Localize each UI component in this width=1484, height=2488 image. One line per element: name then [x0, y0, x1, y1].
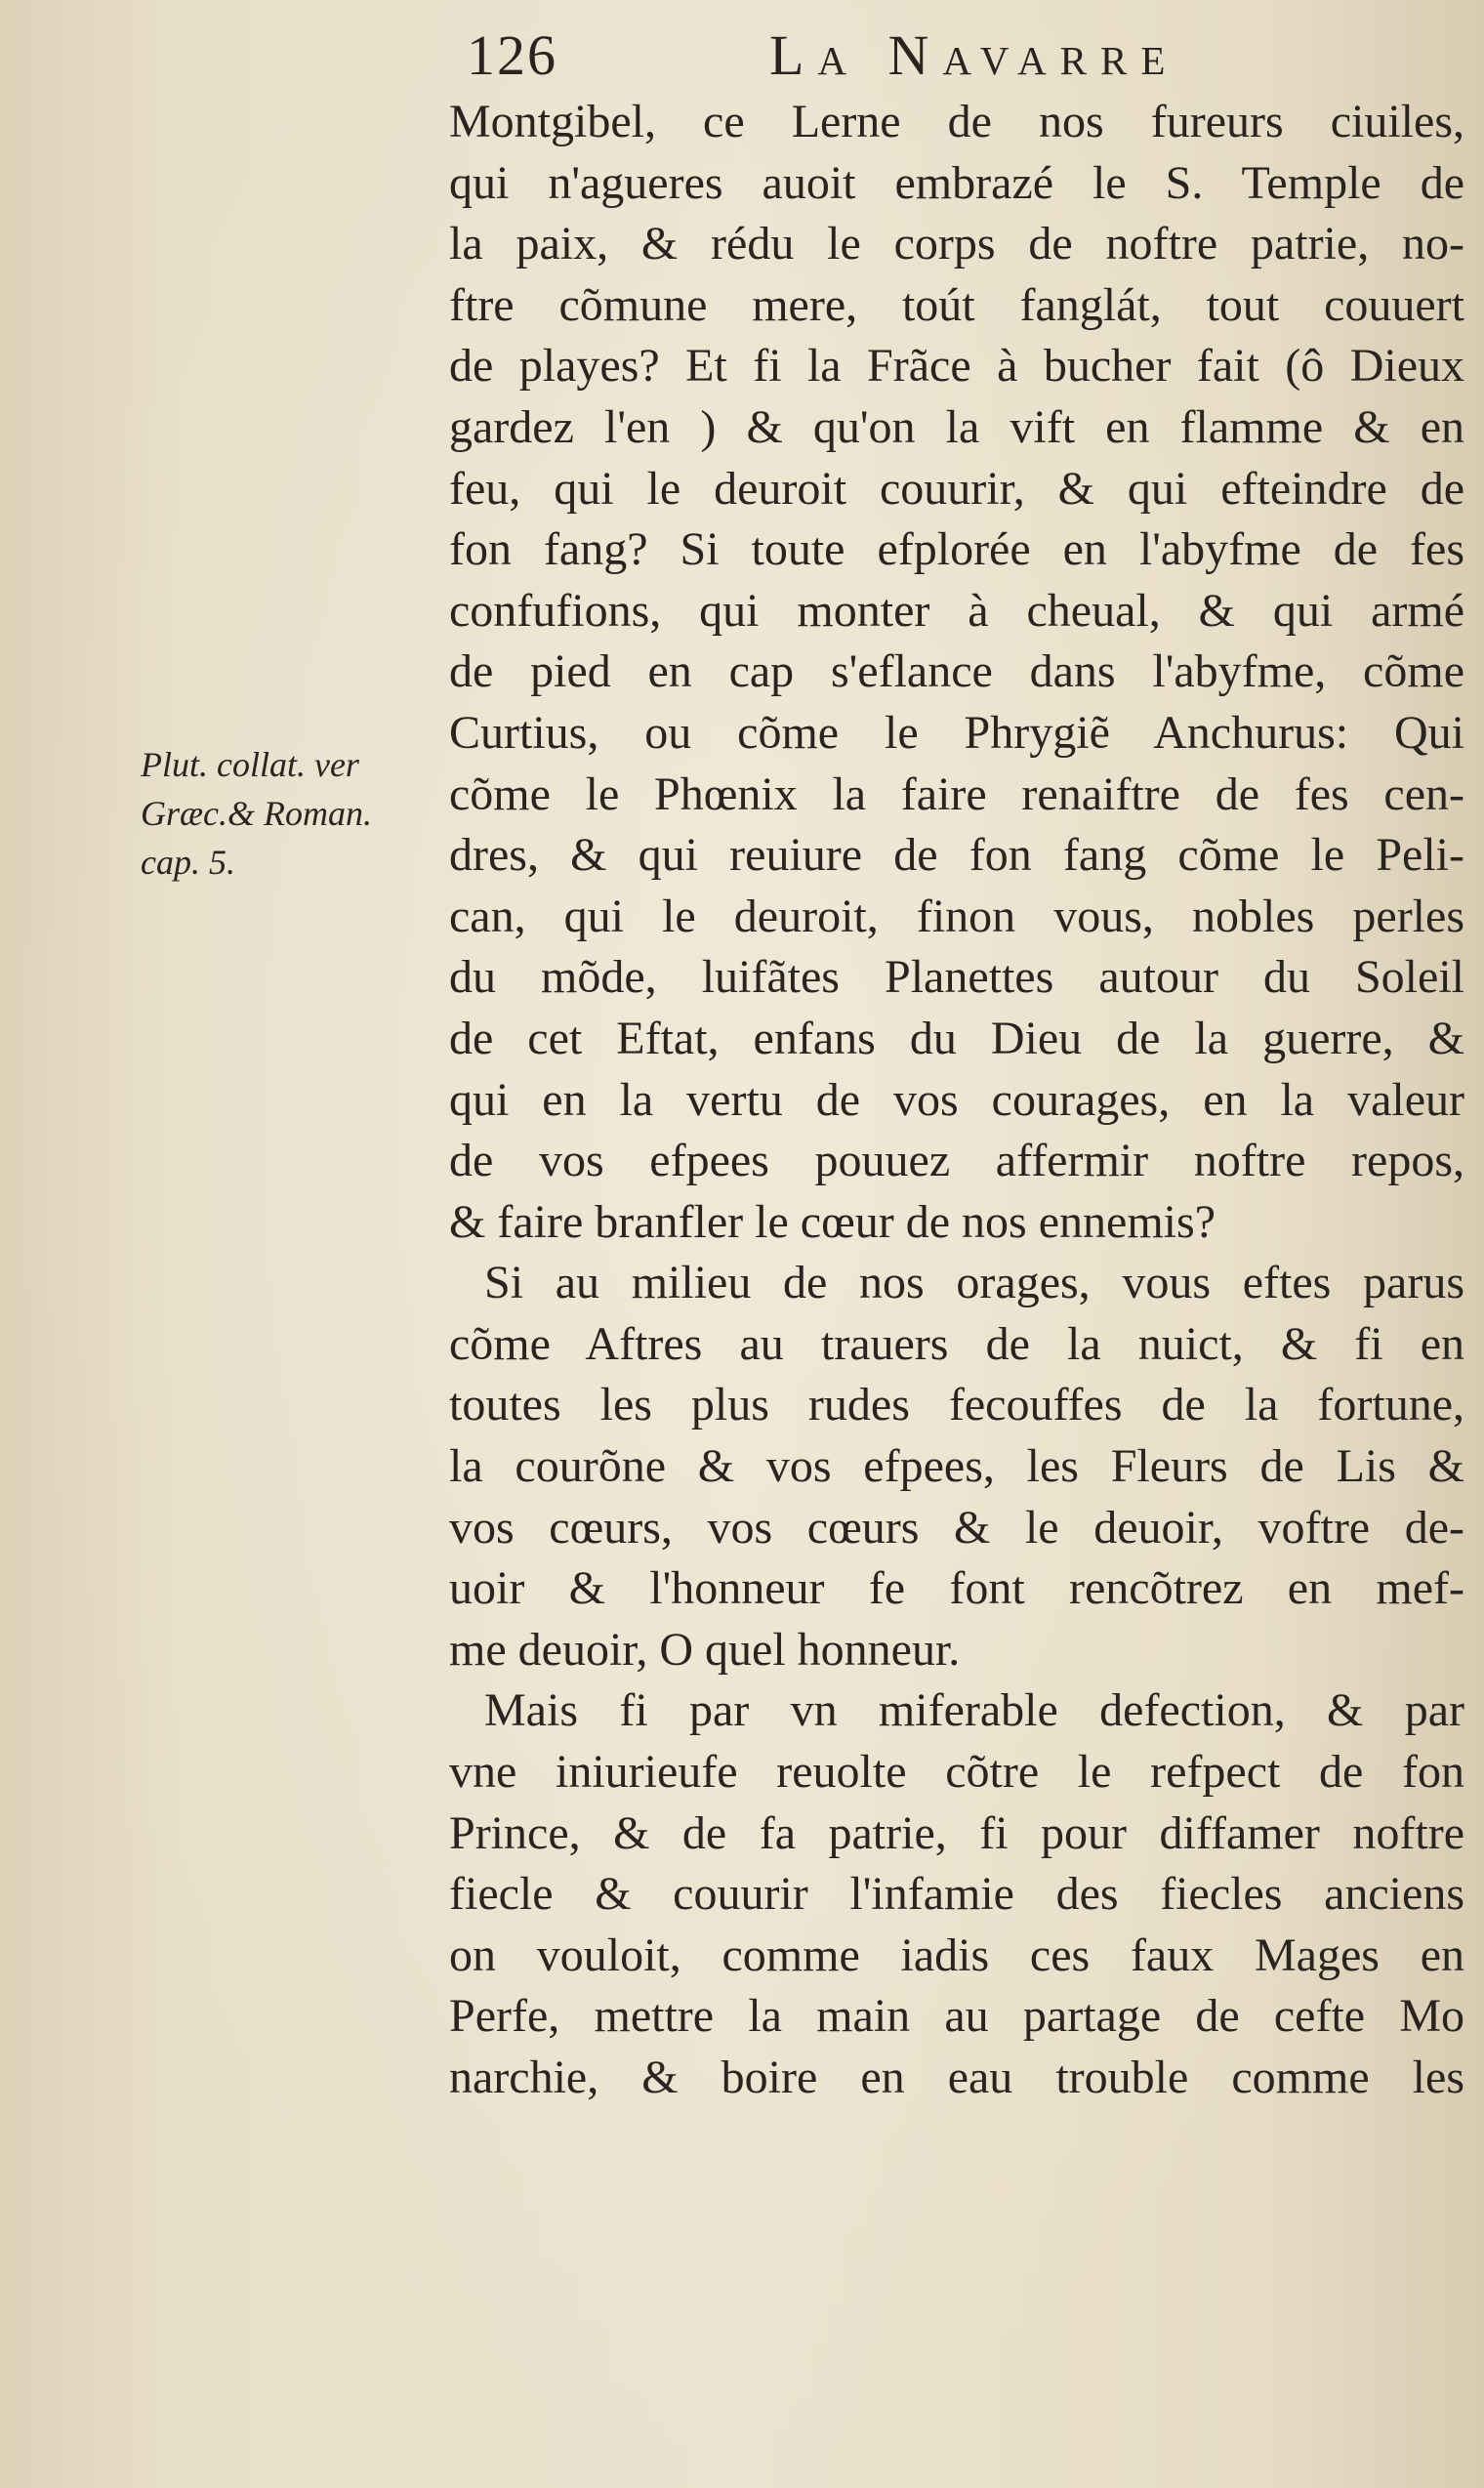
text-line: & faire branfler le cœur de nos ennemis? [449, 1195, 1216, 1248]
running-head [467, 21, 1297, 90]
text-line: uoir & l'honneur fe font rencõtrez en mef- [449, 1562, 1464, 1615]
text-line: fiecle & couurir l'infamie des fiecles anciens [449, 1868, 1464, 1921]
text-line: cõme le Phœnix la faire renaiftre de fes cen- [449, 767, 1464, 820]
text-line: de vos efpees pouuez affermir noftre repos, [449, 1135, 1464, 1187]
text-line: me deuoir, O quel honneur. [449, 1623, 961, 1676]
text-line: Curtius, ou cõme le Phrygiẽ Anchurus: Qui [449, 706, 1464, 759]
text-line: dres, & qui reuiure de fon fang cõme le Peli- [449, 829, 1464, 882]
text-line: la courõne & vos efpees, les Fleurs de Lis & [449, 1440, 1464, 1493]
text-line: qui en la vertu de vos courages, en la valeur [449, 1073, 1464, 1126]
text-line: cõme Aftres au trauers de la nuict, & fi en [449, 1317, 1464, 1370]
text-line: de cet Eftat, enfans du Dieu de la guerre, & [449, 1012, 1464, 1064]
text-line: qui n'agueres auoit embrazé le S. Temple de [449, 156, 1464, 209]
marginal-note-line: Plut. collat. ver [141, 745, 359, 784]
text-line: vne iniurieufe reuolte cõtre le refpect de fon [449, 1746, 1464, 1799]
text-line: on vouloit, comme iadis ces faux Mages en [449, 1928, 1464, 1981]
text-line: de playes? Et fi la Frãce à bucher fait (ô Dieux [449, 340, 1464, 393]
text-line: Montgibel, ce Lerne de nos fureurs ciuiles, [449, 96, 1464, 147]
text-line: ftre cõmune mere, toút fanglát, tout couuert [449, 278, 1464, 331]
marginal-note-line: Græc.& Roman. [141, 794, 372, 833]
body-text [449, 92, 1464, 2109]
text-line: Si au milieu de nos orages, vous eftes parus [484, 1257, 1464, 1309]
text-line: de pied en cap s'eflance dans l'abyfme, cõme [449, 645, 1464, 698]
text-line: du mõde, luifãtes Planettes autour du Soleil [449, 951, 1464, 1004]
text-line: feu, qui le deuroit couurir, & qui efteindre de [449, 462, 1464, 515]
marginal-note-line: cap. 5. [141, 843, 235, 882]
text-line: vos cœurs, vos cœurs & le deuoir, voftre de- [449, 1501, 1464, 1554]
text-line: fon fang? Si toute efplorée en l'abyfme de fes [449, 523, 1464, 576]
text-line: la paix, & rédu le corps de noftre patrie, no- [449, 218, 1464, 270]
text-line: Perfe, mettre la main au partage de cefte Mo [449, 1990, 1464, 2043]
text-line: narchie, & boire en eau trouble comme les [449, 2052, 1464, 2103]
running-title: La Navarre [769, 23, 1179, 87]
marginal-note [141, 740, 443, 887]
text-line: toutes les plus rudes fecouffes de la fortune, [449, 1379, 1464, 1431]
page-number: 126 [467, 23, 557, 87]
text-line: can, qui le deuroit, finon vous, nobles perles [449, 890, 1464, 942]
text-line: Mais fi par vn miferable defection, & par [484, 1684, 1464, 1737]
text-line: gardez l'en ) & qu'on la vift en flamme & en [449, 400, 1464, 453]
text-line: confufions, qui monter à cheual, & qui armé [449, 584, 1464, 637]
text-line: Prince, & de fa patrie, fi pour diffamer noftre [449, 1806, 1464, 1859]
